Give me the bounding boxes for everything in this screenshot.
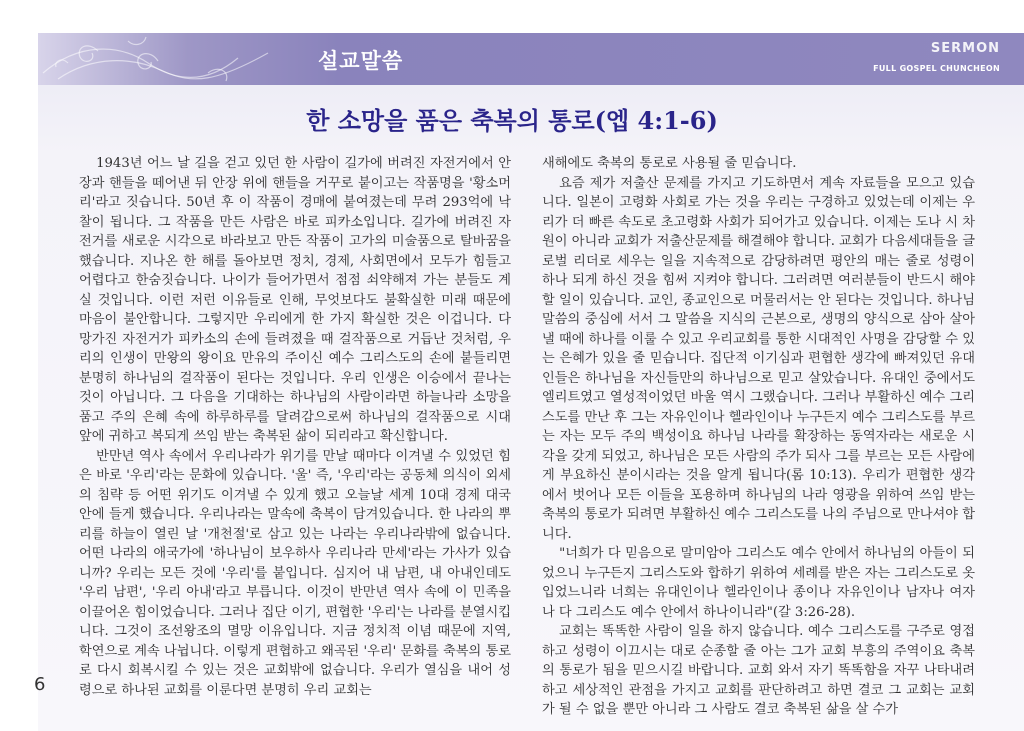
paragraph: "너희가 다 믿음으로 말미암아 그리스도 예수 안에서 하나님의 아들이 되었으니 누구든지 그리스도와 합하기 위하여 세례를 받은 자는 그리스도로 옷 입었느니라 너희는 유대인이나 헬라인이나 종이나 자유인이나 남자나 여자나 다 그리스도 예수 안에서 하나이니라"(갈 3:26-28). <box>542 546 975 620</box>
section-title: 설교말씀 <box>318 49 404 73</box>
article-title: 한 소망을 품은 축복의 통로(엡 4:1-6) <box>306 106 718 135</box>
page-number: 6 <box>34 674 46 695</box>
paragraph: 교회는 똑똑한 사람이 일을 하지 않습니다. 예수 그리스도를 구주로 영접하고 성령이 이끄시는 대로 순종할 줄 아는 그가 교회 부흥의 주역이요 축복의 통로가 됨을 믿으시길 바랍니다. 교회 와서 자기 똑똑함을 자꾸 나타내려 하고 세상적인 관점을 가지고 교회를 판단하려고 하면 결코 그 교회는 교회가 될 수 없을 뿐만 아니라 그 사람도 결코 축복된 삶을 살 수가 <box>542 624 975 717</box>
church-label: FULL GOSPEL CHUNCHEON <box>873 64 1000 73</box>
left-column <box>79 154 511 700</box>
right-column <box>542 154 975 720</box>
floral-ornament-icon <box>38 33 298 85</box>
paragraph: 1943년 어느 날 길을 걷고 있던 한 사람이 길가에 버려진 자전거에서 안장과 핸들을 떼어낸 뒤 안장 위에 핸들을 거꾸로 붙이고는 작품명을 '황소머리'라고 짓습니다. 50년 후 이 작품이 경매에 붙여졌는데 무려 293억에 낙찰이 됩니다. 그 작품을 만든 사람은 바로 피카소입니다. 길가에 버려진 자전거를 새로운 시각으로 바라보고 만든 작품이 고가의 미술품으로 탈바꿈을 했습니다. 지나온 한 해를 돌아보면 정치, 경제, 사회면에서 모두가 힘들고 어렵다고 한숨짓습니다. 나이가 들어가면서 점점 쇠약해져 가는 분들도 계실 것입니다. 이런 저런 이유들로 인해, 무엇보다도 불확실한 미래 때문에 마음이 불안합니다. 그렇지만 우리에게 한 가지 확실한 것은 이겁니다. 다 망가진 자전거가 피카소의 손에 들려졌을 때 걸작품으로 거듭난 것처럼, 우리의 인생이 만왕의 왕이요 만유의 주이신 예수 그리스도의 손에 붙들리면 분명히 하나님의 걸작품이 된다는 것입니다. 우리 인생은 이승에서 끝나는 것이 아닙니다. 그 다음을 기대하는 하나님의 사람이라면 하늘나라 소망을 품고 주의 은혜 속에 하루하루를 달려감으로써 하나님의 걸작품으로 시대 앞에 귀하고 복되게 쓰임 받는 축복된 삶이 되리라고 확신합니다. <box>79 156 511 444</box>
header-bar <box>38 33 1024 85</box>
paragraph: 반만년 역사 속에서 우리나라가 위기를 만날 때마다 이겨낼 수 있었던 힘은 바로 '우리'라는 문화에 있습니다. '울' 즉, '우리'라는 공동체 의식이 외세의 침략 등 어떤 위기도 이겨낼 수 있게 했고 오늘날 세계 10대 경제 대국 안에 들게 했습니다. 우리나라는 말속에 축복이 담겨있습니다. 한 나라의 뿌리를 하늘이 열린 날 '개천절'로 삼고 있는 나라는 우리나라밖에 없습니다. 어떤 나라의 애국가에 '하나님이 보우하사 우리나라 만세'라는 가사가 있습니까? 우리는 모든 것에 '우리'를 붙입니다. 심지어 내 남편, 내 아내인데도 '우리 남편', '우리 아내'라고 부릅니다. 이것이 반만년 역사 속에 이 민족을 이끌어온 힘이었습니다. 그러나 집단 이기, 편협한 '우리'는 나라를 분열시킵니다. 그것이 조선왕조의 멸망 이유입니다. 지금 정치적 이념 때문에 지역, 학연으로 계속 나뉩니다. 이렇게 편협하고 왜곡된 '우리' 문화를 축복의 통로로 다시 회복시킬 수 있는 것은 교회밖에 없습니다. 우리가 열심을 내어 성령으로 하나된 교회를 이룬다면 분명히 우리 교회는 <box>79 448 511 698</box>
sermon-label: SERMON <box>930 41 1000 56</box>
paragraph: 새해에도 축복의 통로로 사용될 줄 믿습니다. <box>542 156 797 171</box>
paragraph: 요즘 제가 저출산 문제를 가지고 기도하면서 계속 자료들을 모으고 있습니다. 일본이 고령화 사회로 가는 것을 우리는 구경하고 있었는데 이제는 우리가 더 빠른 속도로 초고령화 사회가 되어가고 있습니다. 이제는 도나 시 차원이 아니라 교회가 저출산문제를 해결해야 합니다. 교회가 다음세대들을 글로벌 리더로 세우는 일을 지속적으로 감당하려면 평안의 매는 줄로 성령이 하나 되게 하신 것을 힘써 지켜야 합니다. 그러려면 여러분들이 반드시 해야 할 일이 있습니다. 교인, 종교인으로 머물러서는 안 된다는 것입니다. 하나님 말씀의 중심에 서서 그 말씀을 지식의 근본으로, 생명의 양식으로 삼아 살아낼 때에 하나를 이룰 수 있고 우리교회를 통한 시대적인 사명을 감당할 수 있는 은혜가 있을 줄 믿습니다. 집단적 이기심과 편협한 생각에 빠져있던 유대인들은 하나님을 자신들만의 하나님으로 믿고 살았습니다. 유대인 중에서도 엘리트였고 열성적이었던 바울 역시 그랬습니다. 그러나 부활하신 예수 그리스도를 만난 후 그는 자유인이나 헬라인이나 누구든지 예수 그리스도를 부르는 자는 모두 주의 백성이요 하나님 나라를 확장하는 동역자라는 새로운 시각을 갖게 되었고, 하나님은 모든 사람의 주가 되사 그를 부르는 모든 사람에게 부요하신 분이시라는 것을 알게 됩니다(롬 10:13). 우리가 편협한 생각에서 벗어나 모든 이들을 포용하며 하나님의 나라 영광을 위하여 쓰임 받는 축복의 통로가 되려면 부활하신 예수 그리스도를 나의 주님으로 만나셔야 합니다. <box>542 175 975 542</box>
